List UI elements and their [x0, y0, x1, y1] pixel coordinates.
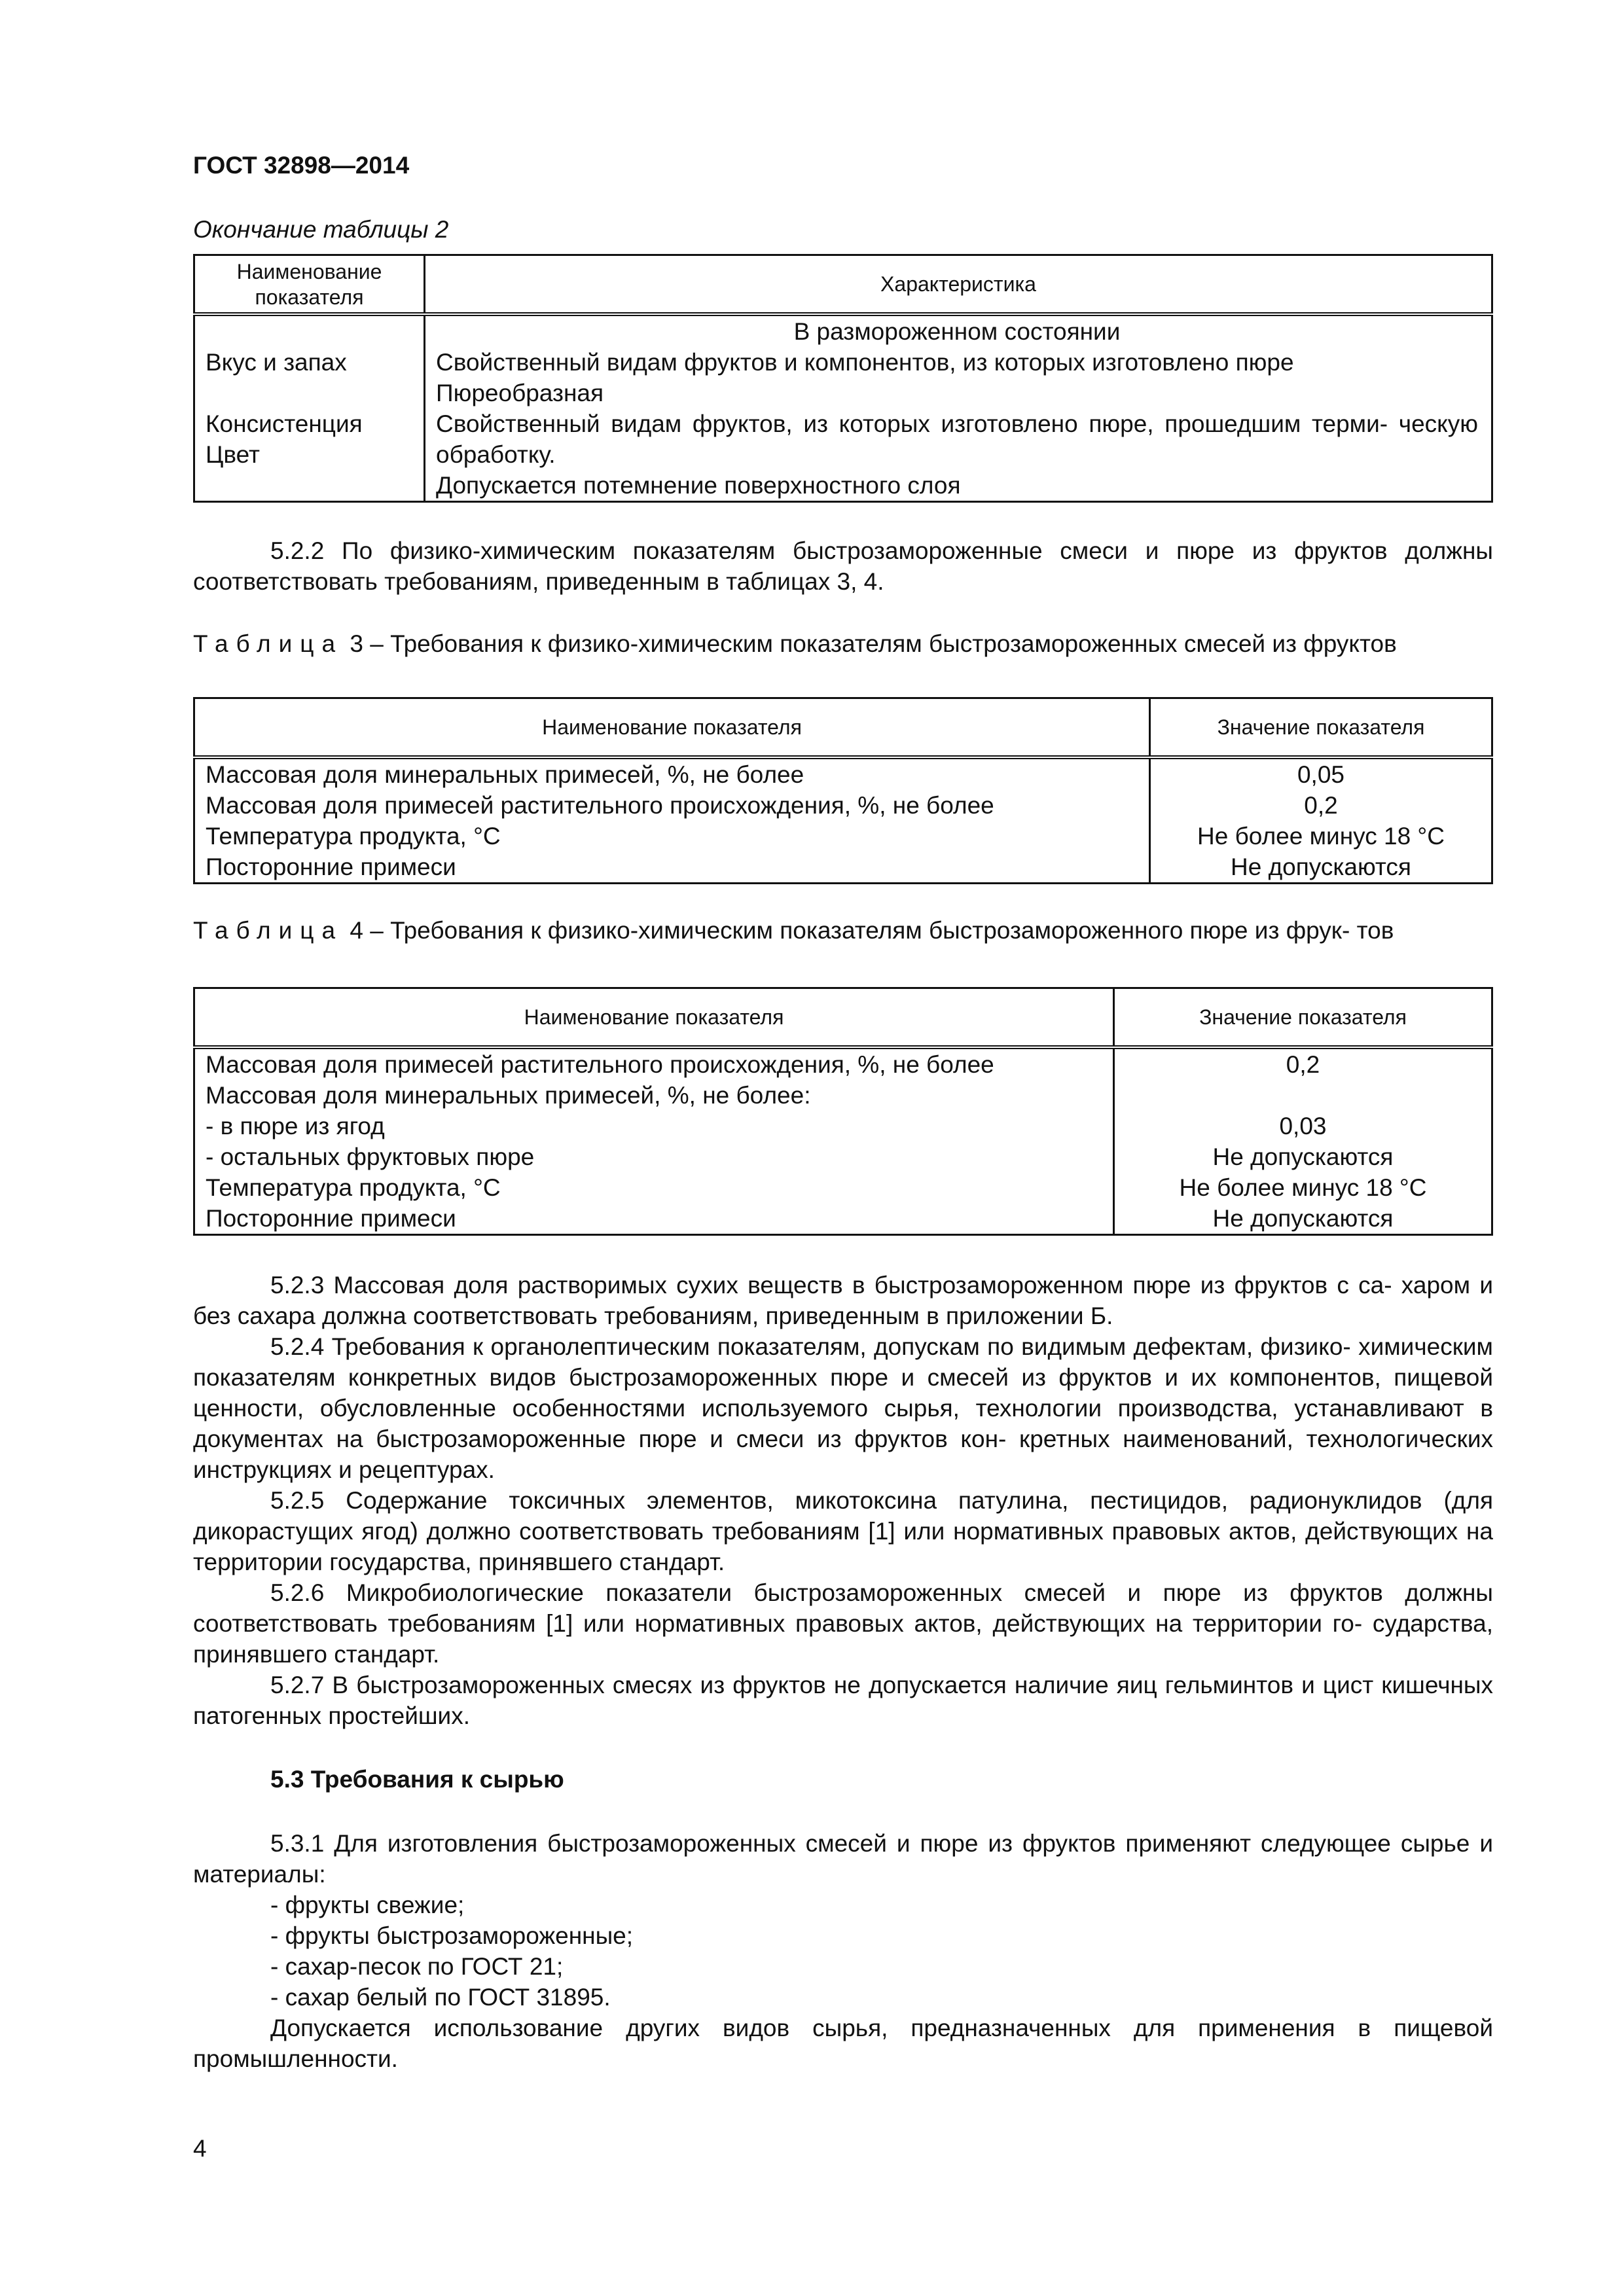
page-number: 4 — [193, 2135, 207, 2162]
paragraphs-5-2-3-to-5-2-7 — [193, 1270, 1493, 1731]
paragraph-5-2-5: 5.2.5 Содержание токсичных элементов, микотоксина патулина, пестицидов, радионуклидов (для дикорастущих ягод) должно соответствовать требованиям [1] или нормативных правовых актов, действующих на территории государства, принявшего стандарт. — [193, 1487, 1493, 1575]
table-row: - остальных фруктовых пюре Не допускаются — [194, 1141, 1492, 1172]
paragraph-5-2-3: 5.2.3 Массовая доля растворимых сухих веществ в быстрозамороженном пюре из фруктов с са- харом и без сахара должна соответствовать требованиям, приведенным в приложении Б. — [193, 1272, 1493, 1329]
table-row: Вкус и запах Консистенция Цвет В размороженном состоянии Свойственный видам фруктов и компонентов, из которых изготовлено пюре Пюреобразная Свойственный видам фруктов, из которых изготовлено пюре, прошедшим терми- ческую обработку. Допускается потемнение поверхностного слоя — [194, 314, 1492, 502]
list-item: - фрукты быстрозамороженные; — [270, 1922, 634, 1949]
table-row: - в пюре из ягод 0,03 — [194, 1111, 1492, 1141]
table-row: Посторонние примеси Не допускаются — [194, 852, 1492, 884]
table4-col-name: Наименование показателя — [194, 988, 1114, 1047]
table-row: Массовая доля примесей растительного происхождения, %, не более 0,2 — [194, 1047, 1492, 1080]
table2-col-characteristic: Характеристика — [425, 255, 1492, 314]
table2-section-title: В размороженном состоянии — [793, 317, 1121, 345]
paragraph-5-2-4: 5.2.4 Требования к органолептическим показателям, допускам по видимым дефектам, физико- химическим показателям конкретных видов быстрозамороженных пюре и смесей из фруктов и их компонентов, пищевой ценности, обусловленные особенностями используемого сырья, технологии производства, устанавливают в документах на быстрозамороженные пюре и смеси из фруктов кон- кретных наименований, технологических инструкциях и рецептурах. — [193, 1333, 1493, 1483]
paragraph-5-3-1: 5.3.1 Для изготовления быстрозамороженных смесей и пюре из фруктов применяют следующее сырье и материалы: — [193, 1830, 1493, 1888]
table4-caption: Таблица 4 – Требования к физико-химическим показателям быстрозамороженного пюре из фрук- тов — [193, 917, 1394, 944]
table-row: Массовая доля минеральных примесей, %, не более: — [194, 1080, 1492, 1111]
table-row: Массовая доля минеральных примесей, %, не более 0,05 — [194, 757, 1492, 790]
table2-caption: Окончание таблицы 2 — [193, 216, 449, 243]
paragraph-5-2-6: 5.2.6 Микробиологические показатели быстрозамороженных смесей и пюре из фруктов должны соответствовать требованиям [1] или нормативных правовых актов, действующих на территории го- сударства, принявшего стандарт. — [193, 1579, 1493, 1668]
table-3 — [193, 697, 1493, 884]
table-4 — [193, 987, 1493, 1236]
table3-col-name: Наименование показателя — [194, 698, 1150, 757]
document-header: ГОСТ 32898—2014 — [193, 152, 410, 179]
table-row: Массовая доля примесей растительного происхождения, %, не более 0,2 — [194, 790, 1492, 821]
table2-col-name: Наименование показателя — [194, 255, 425, 314]
paragraph-allowed: Допускается использование других видов сырья, предназначенных для применения в пищевой промышленности. — [193, 2015, 1493, 2072]
table4-col-value: Значение показателя — [1114, 988, 1492, 1047]
paragraph-5-2-2: 5.2.2 По физико-химическим показателям быстрозамороженные смеси и пюре из фруктов должны соответствовать требованиям, приведенным в таблицах 3, 4. — [193, 537, 1493, 595]
paragraph-5-2-7: 5.2.7 В быстрозамороженных смесях из фруктов не допускается наличие яиц гельминтов и цист кишечных патогенных простейших. — [193, 1672, 1493, 1729]
table-row: Температура продукта, °C Не более минус 18 °C — [194, 1172, 1492, 1203]
section-5-3-content — [193, 1828, 1493, 2074]
table3-col-value: Значение показателя — [1150, 698, 1492, 757]
list-item: - сахар-песок по ГОСТ 21; — [270, 1953, 564, 1980]
table-row: Температура продукта, °C Не более минус 18 °C — [194, 821, 1492, 852]
section-5-3-title: 5.3 Требования к сырью — [270, 1766, 564, 1793]
materials-list — [193, 1890, 1493, 2013]
list-item: - сахар белый по ГОСТ 31895. — [270, 1984, 611, 2011]
table3-caption: Таблица 3 – Требования к физико-химическим показателям быстрозамороженных смесей из фруктов — [193, 630, 1397, 657]
table-2 — [193, 254, 1493, 503]
list-item: - фрукты свежие; — [270, 1892, 465, 1918]
table-row: Посторонние примеси Не допускаются — [194, 1203, 1492, 1235]
